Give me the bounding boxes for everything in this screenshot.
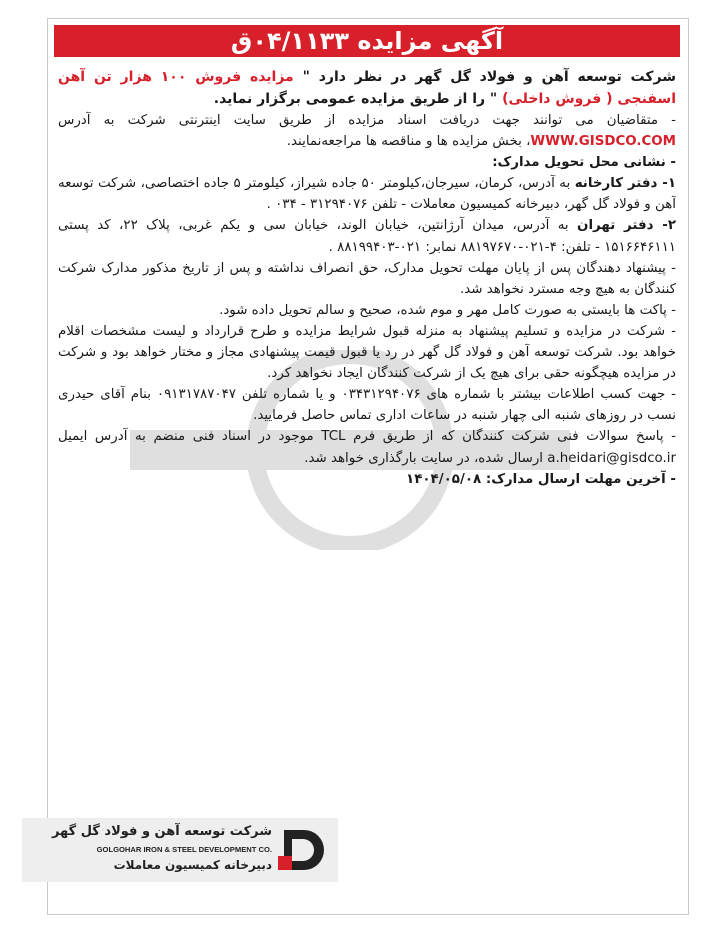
company-logo-icon xyxy=(278,826,328,874)
note-participation: - شرکت در مزایده و تسلیم پیشنهاد به منزله قبول شرایط مزایده و طرح قرارداد و لیست مشخصات اقلام خواهد بود. شرکت توسعه آهن و فولاد گل گهر در رد یا قبول قیمت پیشنهادی مجاز و مختار خواهد بود و شرکت در مزایده هیچگونه حقی برای هیچ یک از شرکت کنندگان ایجاد نخواهد کرد. xyxy=(58,323,676,382)
factory-label: ۱- دفتر کارخانه xyxy=(574,176,676,192)
technical-paragraph xyxy=(58,426,676,468)
website-paragraph xyxy=(58,110,676,152)
ad-title: آگهی مزایده ۰۴/۱۱۳۳ق xyxy=(54,25,680,57)
tehran-address xyxy=(58,215,676,257)
website-text-after: ، بخش مزایده ها و مناقصه ها مراجعه‌نمایند. xyxy=(286,134,531,150)
factory-address xyxy=(58,173,676,215)
contact-email[interactable]: a.heidari@gisdco.ir xyxy=(547,450,676,466)
address-heading: - نشانی محل تحویل مدارک: xyxy=(492,155,676,171)
company-name-fa: شرکت توسعه آهن و فولاد گل گهر xyxy=(51,824,272,839)
tehran-label: ۲- دفتر تهران xyxy=(577,218,676,234)
website-link[interactable]: WWW.GISDCO.COM xyxy=(530,134,676,150)
technical-before: - پاسخ سوالات فنی شرکت کنندگان که از طریق فرم xyxy=(345,429,676,445)
company-name-en: GOLGOHAR IRON & STEEL DEVELOPMENT CO. xyxy=(96,845,272,854)
note-envelopes: - پاکت ها بایستی به صورت کامل مهر و موم شده، صحیح و سالم تحویل داده شود. xyxy=(219,302,676,318)
intro-text-start: شرکت توسعه آهن و فولاد گل گهر در نظر دارد " xyxy=(293,69,676,85)
deadline xyxy=(58,469,676,490)
ad-body xyxy=(58,66,676,816)
intro-highlight: مزایده فروش ۱۰۰ هزار تن آهن اسفنجی ( فروش داخلی) xyxy=(58,69,676,107)
intro-text-end: " را از طریق مزایده عمومی برگزار نماید. xyxy=(213,91,503,107)
factory-text: به آدرس، کرمان، سیرجان،کیلومتر ۵۰ جاده شیراز، کیلومتر ۵ جاده اختصاصی، شرکت توسعه آهن و فولاد گل گهر، دبیرخانه کمیسیون معاملات - تلفن ۳۱۲۹۴۰۷۶ - ۰۳۴ . xyxy=(58,176,676,213)
website-text-before: - متقاضیان می توانند جهت دریافت اسناد مزایده از طریق سایت اینترنتی شرکت به آدرس xyxy=(58,113,676,128)
deadline-date: ۱۴۰۴/۰۵/۰۸ xyxy=(406,471,482,487)
department-name: دبیرخانه کمیسیون معاملات xyxy=(113,858,272,872)
technical-form: TCL xyxy=(321,429,346,445)
technical-after: ارسال شده، در سایت بارگذاری خواهد شد. xyxy=(304,450,548,466)
tehran-text: به آدرس، میدان آرژانتین، خیابان الوند، خیابان سی و یکم غربی، پلاک ۲۲، کد پستی ۱۵۱۶۶۴۶۱۱۱ - تلفن: ۴-۰۲۱-۸۸۱۹۷۶۷۰ نمابر: ۰۲۱-۸۸۱۹۹۴۰۳ . xyxy=(58,218,676,255)
company-logo-block xyxy=(22,818,338,882)
deadline-label: - آخرین مهلت ارسال مدارک: xyxy=(481,471,676,487)
note-contact: - جهت کسب اطلاعات بیشتر با شماره های ۰۳۴۳۱۲۹۴۰۷۶ و یا شماره تلفن ۰۹۱۳۱۷۸۷۰۴۷ بنام آقای حیدری نسب در روزهای شنبه الی چهار شنبه در ساعات اداری تماس حاصل فرمایید. xyxy=(58,387,676,424)
intro-paragraph xyxy=(58,66,676,110)
note-withdrawal: - پیشنهاد دهندگان پس از پایان مهلت تحویل مدارک، حق انصراف نداشته و پس از تاریخ مذکور مدارک شرکت کنندگان به هیچ وجه مسترد نخواهد شد. xyxy=(58,260,676,297)
technical-middle: موجود در اسناد فنی منضم به آدرس ایمیل xyxy=(58,429,322,445)
